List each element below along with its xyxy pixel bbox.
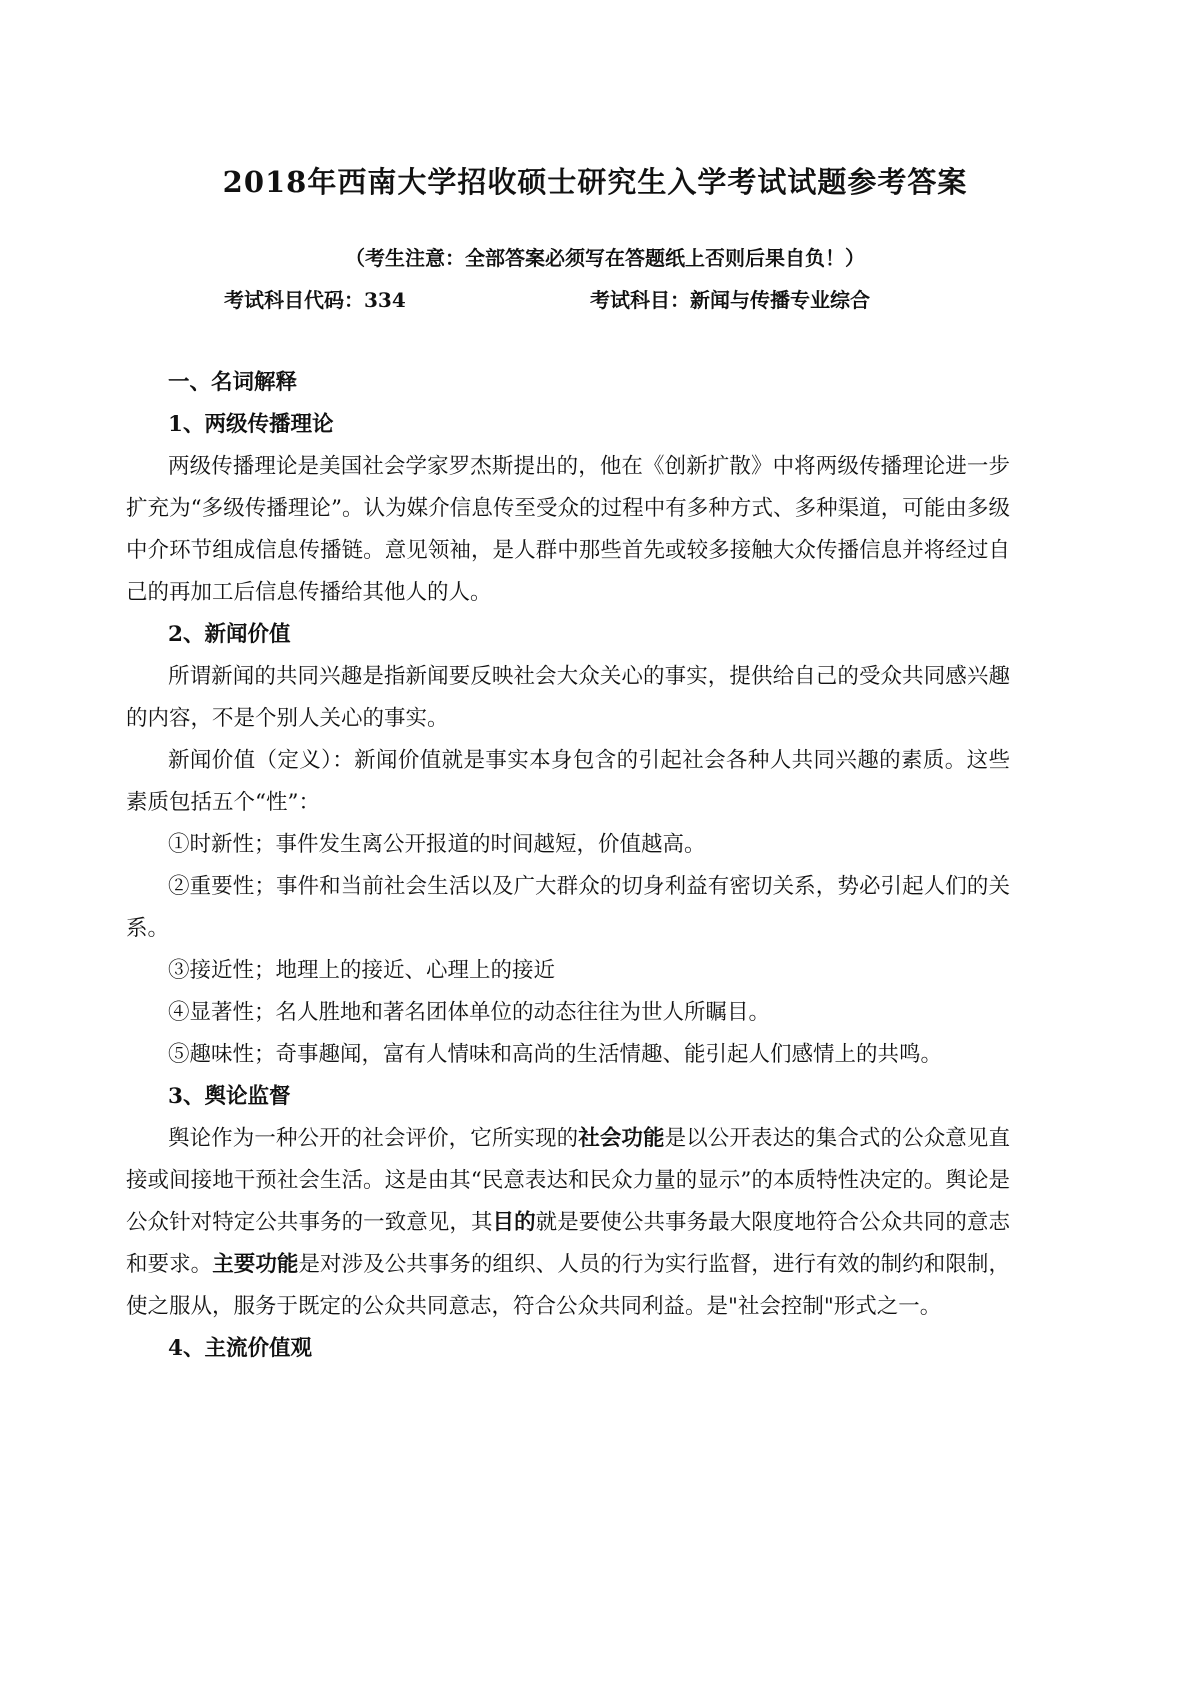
text-run: 舆论作为一种公开的社会评价，它所实现的 — [168, 1126, 579, 1151]
question-heading: 1、两级传播理论 — [168, 412, 334, 437]
text-run: 就是要使公共事务最大限度地符合公众共同的意志和要求。 — [126, 1210, 1010, 1277]
document-body — [126, 362, 1010, 1370]
exam-notice: （考生注意：全部答案必须写在答题纸上否则后果自负！） — [345, 246, 865, 270]
subject-code: 考试科目代码：334 — [224, 288, 406, 312]
list-item: ③接近性；地理上的接近、心理上的接近 — [168, 958, 556, 983]
section-heading: 一、名词解释 — [168, 370, 298, 395]
paragraph — [126, 1118, 1010, 1328]
question-heading: 3、舆论监督 — [168, 1084, 291, 1109]
question-heading: 2、新闻价值 — [168, 622, 291, 647]
paragraph: 所谓新闻的共同兴趣是指新闻要反映社会大众关心的事实，提供给自己的受众共同感兴趣的内容，不是个别人关心的事实。 — [126, 664, 1010, 731]
paragraph: 新闻价值（定义）：新闻价值就是事实本身包含的引起社会各种人共同兴趣的素质。这些素质包括五个“性”： — [126, 748, 1010, 815]
bold-term: 社会功能 — [578, 1126, 665, 1151]
text-run: 是以公开表达的集合式的公众意见直接或间接地干预社会生活。这是由其“民意表达和民众力量的显示”的本质特性决定的。舆论是公众针对特定公共事务的一致意见，其 — [126, 1126, 1010, 1235]
paragraph: 两级传播理论是美国社会学家罗杰斯提出的，他在《创新扩散》中将两级传播理论进一步扩充为“多级传播理论”。认为媒介信息传至受众的过程中有多种方式、多种渠道，可能由多级中介环节组成信息传播链。意见领袖，是人群中那些首先或较多接触大众传播信息并将经过自己的再加工后信息传播给其他人的人。 — [126, 454, 1010, 605]
bold-term: 目的 — [492, 1210, 536, 1235]
document-title: 2018年西南大学招收硕士研究生入学考试试题参考答案 — [222, 165, 968, 199]
list-item: ④显著性；名人胜地和著名团体单位的动态往往为世人所瞩目。 — [168, 1000, 771, 1025]
list-item: ⑤趣味性；奇事趣闻，富有人情味和高尚的生活情趣、能引起人们感情上的共鸣。 — [168, 1042, 943, 1067]
list-item: ②重要性；事件和当前社会生活以及广大群众的切身利益有密切关系，势必引起人们的关系。 — [126, 874, 1010, 941]
list-item: ①时新性；事件发生离公开报道的时间越短，价值越高。 — [168, 832, 706, 857]
question-heading: 4、主流价值观 — [168, 1336, 312, 1361]
bold-term: 主要功能 — [212, 1252, 299, 1277]
subject-name: 考试科目：新闻与传播专业综合 — [590, 288, 870, 312]
text-run: 是对涉及公共事务的组织、人员的行为实行监督，进行有效的制约和限制，使之服从，服务于既定的公众共同意志，符合公众共同利益。是"社会控制"形式之一。 — [126, 1252, 1010, 1319]
